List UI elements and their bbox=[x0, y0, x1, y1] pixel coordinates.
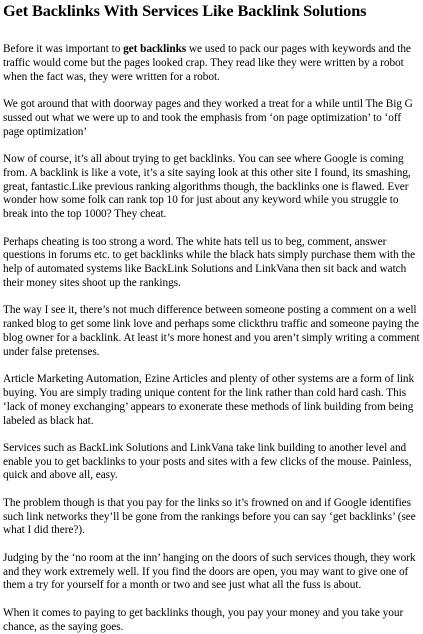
page-title: Get Backlinks With Services Like Backlink Solutions bbox=[3, 1, 367, 20]
paragraph-4: Perhaps cheating is too strong a word. The white hats tell us to beg, comment, answer questions in forums etc. to get backlinks while the black hats simply purchase them with the help of automated systems like BackLink Solutions and LinkVana then sit back and watch their money sites shoot up the rankings. bbox=[3, 235, 416, 289]
paragraph-10: When it comes to paying to get backlinks though, you pay your money and you take your chance, as the saying goes. bbox=[3, 606, 404, 633]
paragraph-9: Judging by the ‘no room at the inn’ hanging on the doors of such services though, they work and they work extremely well. If you find the doors are open, you may want to give one of them a try for yourself for a month or two and see just what all the fuss is about. bbox=[3, 551, 416, 592]
paragraph-6: Article Marketing Automation, Ezine Articles and plenty of other systems are a form of link buying. You are simply trading unique content for the link rather than cold hard cash. This ‘lack of money exchanging’ appears to exonerate these methods of link building from being labeled as black hat. bbox=[3, 373, 415, 427]
paragraph-2: We got around that with doorway pages and they worked a treat for a while until The Big G sussed out what we were up to and took the emphasis from ‘on page optimization’ to ‘off page optimization’ bbox=[3, 97, 413, 138]
paragraph-1-text-end: we used to pack our pages with keywords and the traffic would come but the pages looked crap. They read like they were written by a robot when the fact was, they were written for a robot. bbox=[3, 43, 411, 83]
paragraph-5: The way I see it, there’s not much difference between someone posting a comment on a well ranked blog to get some link love and perhaps some clickthru traffic and someone paying the blog owner for a backlink. At least it’s more honest and you aren’t simply writing a comment under false pretenses. bbox=[3, 304, 420, 358]
paragraph-1 bbox=[3, 43, 421, 84]
paragraph-7: Services such as BackLink Solutions and LinkVana take link building to another level and enable you to get backlinks to your posts and sites with a few clicks of the mouse. Painless, quick and above all, easy. bbox=[3, 441, 412, 482]
paragraph-1-bold-keyword: get backlinks bbox=[123, 43, 187, 55]
paragraph-8: The problem though is that you pay for the links so it’s frowned on and if Google identifies such link networks they’ll be gone from the rankings before you can say ‘get backlinks’ (see what I did there?). bbox=[3, 496, 416, 537]
paragraph-3: Now of course, it’s all about trying to get backlinks. You can see where Google is coming from. A backlink is like a vote, it’s a site saying look at this other site I found, its smashing, great, fantastic.Like previous ranking algorithms though, the backlinks one is flawed. Ever wonder how some folk can rank top 10 for just about any keyword while you struggle to break into the top 1000? They cheat. bbox=[3, 152, 411, 221]
paragraph-1-text-start: Before it was important to bbox=[3, 43, 124, 55]
